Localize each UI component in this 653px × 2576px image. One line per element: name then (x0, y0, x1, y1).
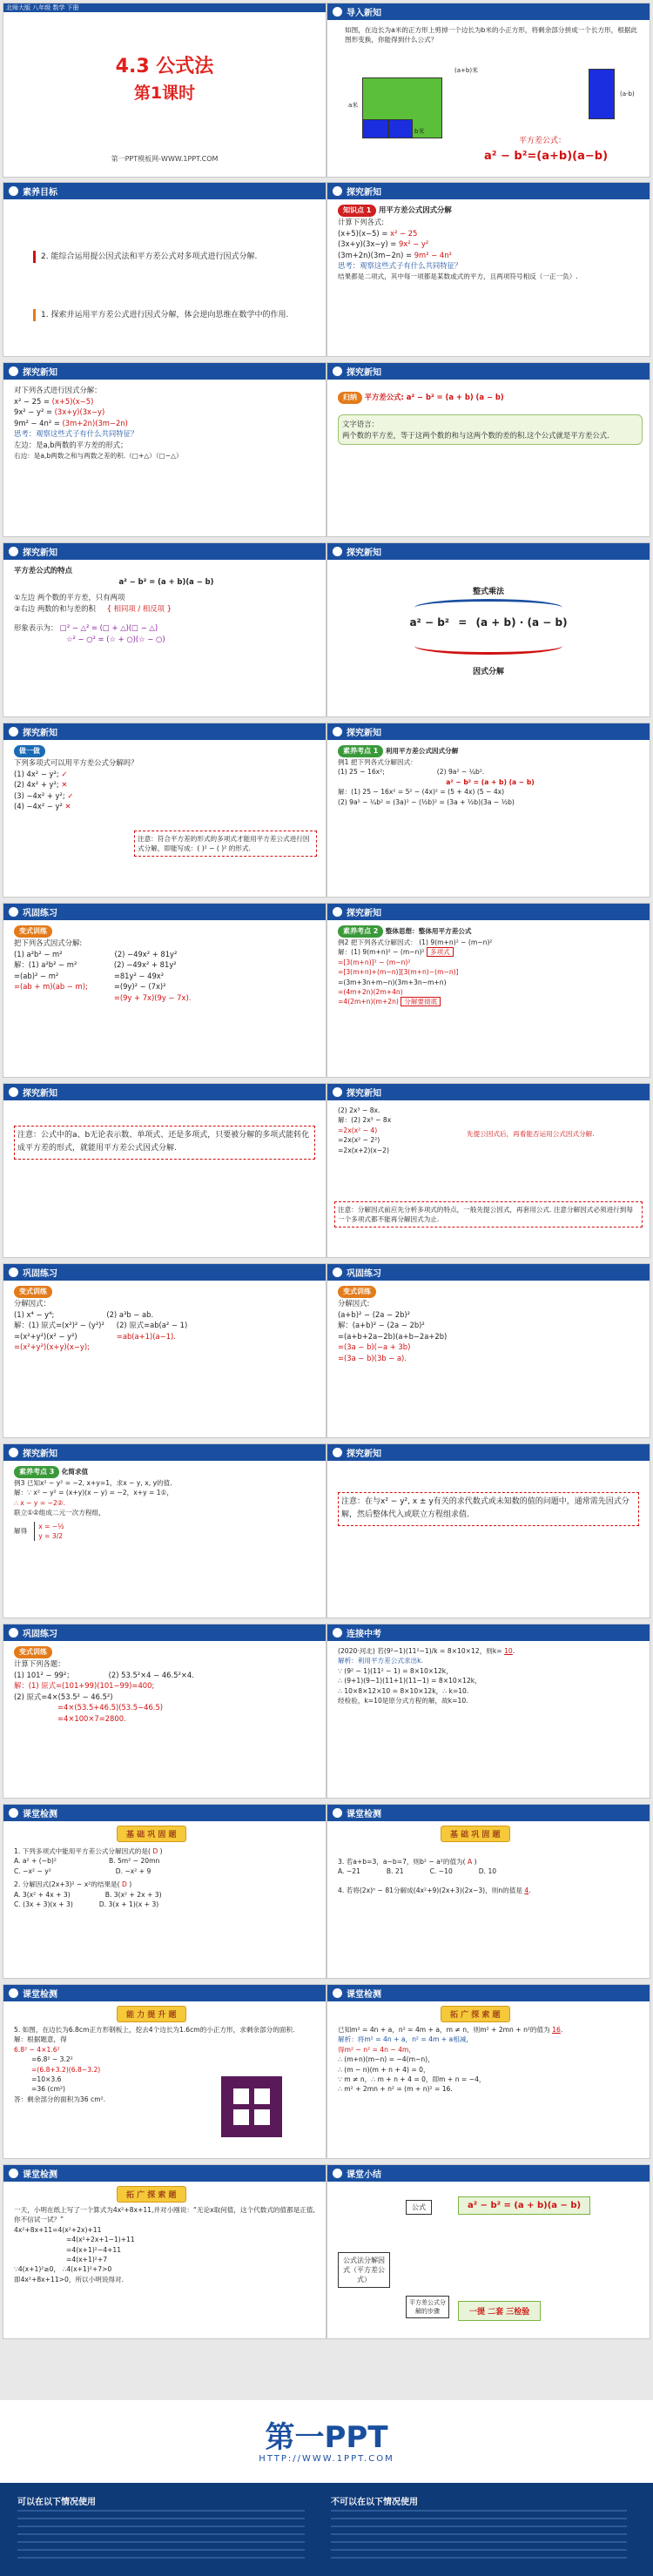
label-a: a米 (348, 102, 359, 109)
step-1: ∵ (9² − 1)(11² − 1) = 8×10×12k， (338, 1666, 453, 1675)
solution-1: 解：(1) 原式=(101+99)(101−99)=400; (14, 1681, 155, 1691)
analysis: 解析：利用平方差公式求出k. (338, 1657, 423, 1665)
slide-header: 探究新知 (327, 183, 650, 199)
q3-end: ) (474, 1858, 477, 1866)
lesson-subtitle: 第1课时 (133, 84, 196, 103)
step-6: 即4x²+8x+11>0，所以小明说得对. (14, 2275, 125, 2283)
step-2: =[3(m+n)]² − (m−n)² (338, 958, 411, 966)
slide-9-trial (3, 723, 326, 898)
example-prompt: 例2 把下列各式分解因式： (1) 9(m+n)² − (m−n)² (338, 938, 493, 946)
header-icon (9, 186, 18, 196)
step-2: ∴ x − y = −2②. (14, 1498, 66, 1507)
expr-2: 9x² − y² = (14, 407, 52, 417)
usage-forbidden-title: 不可以在以下情况使用 (331, 2498, 418, 2507)
q2-end: ) (129, 1880, 132, 1889)
item-1: (1) 4x² − y²; (14, 769, 59, 778)
step-1: 解：∵ x² − y² = (x+y)(x − y) = −2，x+y = 1①， (14, 1489, 174, 1497)
step-4: =(3a − b)(3b − a). (338, 1354, 407, 1363)
question: 分解因式： (14, 1299, 50, 1308)
summary-steps: 一提 二套 三检验 (458, 2301, 541, 2321)
band-title: 基 础 巩 固 题 (117, 1826, 186, 1842)
band-title: 拓 广 探 索 题 (441, 2006, 510, 2022)
text-label: 文字语言： (342, 420, 379, 428)
step-2: ∴ (9+1)(9−1)(11+1)(11−1) = 8×10×12k， (338, 1677, 481, 1685)
question: (2) 2x³ − 8x. (338, 1106, 380, 1114)
slide-1-title (3, 3, 326, 178)
step-3: =4(x+1)²−4+11 (66, 2245, 122, 2254)
point-title: 化简求值 (61, 1468, 89, 1476)
item-4: (4) −4x² − y² (14, 802, 63, 811)
option-2a: A. 3(x² + 4x + 3) (14, 1890, 71, 1899)
slide-header: 探究新知 (3, 363, 326, 380)
item-3: (3) −4x² + y²; (14, 790, 65, 800)
same-term: 相同项 (113, 603, 136, 613)
slide-21-test (3, 1804, 326, 1979)
slide-8-relation (326, 542, 650, 717)
summary-root: 公式法分解因式（平方差公式） (338, 2252, 390, 2288)
question-3: 3. 若a+b=3，a−b=7，则b² − a²的值为( (338, 1858, 466, 1866)
answer: 16 (552, 2026, 561, 2034)
footer-banner (0, 2400, 653, 2576)
header-icon (333, 1268, 342, 1277)
step-2: =2x(x² − 4) (338, 1126, 378, 1134)
think-prompt: 思考：观察这些式子有什么共同特征？ (14, 429, 138, 439)
expr-2: (3x+y)(3x−y) = (338, 239, 397, 249)
step-5: =(4m+2n)(2m+4n) (338, 987, 403, 996)
problem-2: (2) 53.5²×4 − 46.5²×4. (108, 1670, 194, 1679)
header-icon (9, 1087, 18, 1097)
usage-forbidden-list (331, 2510, 627, 2562)
formula: 平方差公式: a² − b² = (a + b) (a − b) (364, 393, 504, 401)
expr-1: x² − 25 = (14, 396, 50, 406)
problem-1: (1) x⁴ − y⁴; (14, 1309, 55, 1319)
slide-6-summary (326, 362, 650, 537)
question: 5. 如图，在边长为6.8cm正方形钢板上，挖去4个边长为1.6cm的小正方形，求剩余部分的面积. (14, 2026, 295, 2034)
text-content: 两个数的平方差，等于这两个数的和与这两个数的差的积.这个公式就是平方差公式. (342, 430, 609, 440)
answer-3: (3m+2n)(3m−2n) (62, 418, 128, 427)
right-expr: (a + b) · (a − b) (475, 616, 568, 629)
left-expr: a² − b² (409, 616, 450, 629)
slide-18-note (326, 1443, 650, 1618)
rect-blue (589, 69, 615, 119)
band-title: 基 础 巩 固 题 (441, 1826, 510, 1842)
header-icon (333, 367, 342, 376)
option-3d: D. 10 (478, 1867, 497, 1876)
y-value: y = 3/2 (38, 1531, 64, 1540)
solution-intro: 解：根据题意，得 (14, 2035, 67, 2044)
solve-label: 解得 (14, 1527, 28, 1536)
option-2d: D. 3(x + 1)(x + 3) (98, 1900, 159, 1908)
slide-header: 探究新知 (327, 363, 650, 380)
option-3b: B. 21 (386, 1867, 404, 1876)
edition-badge: 北师大版 八年级 数学 下册 (6, 4, 79, 11)
q1-end: ) (159, 1847, 163, 1855)
step-4: =(3m+3n+m−n)(3m+3n−m+n) (338, 978, 447, 986)
answer-2: D (122, 1880, 127, 1889)
slide-19-practice (3, 1624, 326, 1799)
header-icon (9, 547, 18, 556)
header-icon (9, 2169, 18, 2178)
top-label: 整式乘法 (472, 588, 504, 596)
text-box (338, 414, 643, 445)
step-4: =2x(x+2)(x−2) (338, 1146, 389, 1154)
hint: 先提公因式后，再看能否运用公式因式分解. (467, 1130, 595, 1138)
slide-3-goals (3, 182, 326, 357)
question-2: 2. 分解因式(2x+3)² − x²的结果是( (14, 1880, 120, 1889)
slide-15-practice (3, 1263, 326, 1438)
solution-1-result: =(x²+y²)(x+y)(x−y); (14, 1342, 90, 1352)
step-3: =(3a − b)(−a + 3b) (338, 1342, 411, 1352)
slide-header: 探究新知 (327, 723, 650, 740)
solution-2: (2) 9a² − ¼b² = (3a)² − (½b)² = (3a + ½b)(3a − ½b) (338, 797, 515, 806)
slide-17-example (3, 1443, 326, 1618)
solution-1-step: =(x²+y²)(x² − y²) (14, 1331, 77, 1341)
step-3: =[3(m+n)+(m−n)][3(m+n)−(m−n)] (338, 968, 459, 977)
step-2: ∴ (m+n)(m−n) = −4(m−n)， (338, 2055, 434, 2064)
think-prompt: 思考：观察这些式子有什么共同特征？ (338, 261, 462, 271)
label-amb: (a-b) (620, 91, 635, 98)
point-title: 整体思想：整体用平方差公式 (385, 927, 472, 935)
option-3c: C. −10 (429, 1867, 453, 1876)
option-1a: A. a² + (−b)² (14, 1857, 57, 1866)
header-icon (9, 1988, 18, 1998)
solution-1: 解：(1) 原式=(x²)² − (y²)² (14, 1321, 104, 1330)
solution-2-result: =(9y + 7x)(9y − 7x). (113, 993, 192, 1003)
slide-header: 导入新知 (327, 3, 650, 20)
solution-2: (2) −49x² + 81y² (113, 960, 177, 970)
step-2: =(a+b+2a−2b)(a+b−2a+2b) (338, 1331, 448, 1341)
option-1c: C. −x² − y² (14, 1866, 51, 1875)
slide-header: 探究新知 (3, 723, 326, 740)
solution-2-step: =81y² − 49x² (113, 971, 165, 980)
cut-square-2 (388, 119, 413, 138)
formula: a² − b² = (a + b)(a − b) (118, 576, 214, 586)
step-1: 6.8² − 4×1.6² (14, 2045, 60, 2054)
step-5: ∵4(x+1)²≥0， ∴4(x+1)²+7>0 (14, 2265, 112, 2274)
mark-2: ✕ (61, 780, 68, 790)
point-badge: 素养考点 1 (338, 745, 383, 757)
slide-14-example (326, 1083, 650, 1258)
summary-formula: a² − b² = (a + b)(a − b) (458, 2196, 590, 2215)
header-icon (333, 1808, 342, 1818)
label-b: b米 (414, 128, 425, 135)
slide-26-summary (326, 2164, 650, 2339)
step-5: =36 (cm²) (31, 2085, 65, 2094)
header-icon (9, 1448, 18, 1457)
slide-header: 课堂检测 (327, 1985, 650, 2001)
arrow-top (414, 599, 562, 616)
slide-10-example (326, 723, 650, 898)
step-4: 经检验，k=10是原分式方程的解，故k=10. (338, 1696, 468, 1705)
header-icon (333, 1087, 342, 1097)
bottom-label: 因式分解 (472, 668, 504, 676)
formula: a² − b² = (a + b) (a − b) (446, 777, 535, 786)
question: (2020·河北) 若(9²−1)(11²−1)/k = 8×10×12，则k= (338, 1647, 502, 1655)
answer-1: (x+5)(x−5) (51, 396, 94, 406)
knowledge-point-badge: 知识点 1 (338, 205, 376, 217)
instruction: 计算下列各式: (338, 218, 385, 226)
note-polynomial: 多项式 (427, 947, 454, 957)
question: 把下列各式因式分解: (14, 938, 83, 947)
answer-2: 9x² − y² (398, 239, 429, 249)
question-1: 1. 下列多项式中能用平方差公式分解因式的是( (14, 1847, 151, 1855)
slide-header: 课堂检测 (327, 1805, 650, 1821)
slide-header: 巩固练习 (3, 1264, 326, 1281)
header-icon (9, 367, 18, 376)
step-3: =(6.8+3.2)(6.8−3.2) (31, 2065, 101, 2074)
slide-header: 探究新知 (3, 543, 326, 560)
slide-header: 探究新知 (3, 1084, 326, 1100)
step-2: =4(x²+2x+1−1)+11 (66, 2236, 135, 2244)
slide-20-exam: 连接中考 (2020·河北) 若(9²−1)(11²−1)/k = 8×10×12，则k= 10. 解析：利用平方差公式求出k. ∵ (9² − 1)(11² − 1) = 8×10×12k， ∴ (9+1)(9−1)(11+1)(11−1) = 8×10×12k， ∴ 10×8×12×10 = 8×10×12k，∴ k=10. 经检验，k=10是原分式方程的解，故k=10. (326, 1624, 650, 1799)
brand-logo: 第一PPT (265, 2420, 388, 2455)
left-side-note: 左边：是a,b两数的平方差的形式； (14, 441, 128, 450)
option-3a: A. −21 (338, 1867, 360, 1876)
usage-allowed-list (17, 2510, 305, 2562)
expr-3: (3m+2n)(3m−2n) = (338, 250, 413, 259)
equals: = (458, 616, 468, 629)
band-title: 能 力 提 升 题 (117, 2006, 186, 2022)
step-3: 联立①②组成二元一次方程组， (14, 1509, 105, 1517)
mark-1: ✓ (61, 769, 68, 778)
slide-5-explore (3, 362, 326, 537)
problem-2: (2) a³b − ab. (106, 1309, 154, 1319)
question-4: 4. 若将(2x)ⁿ − 81分解成(4x²+9)(2x+3)(2x−3)，则n的值是 (338, 1886, 522, 1894)
step-1: 解：(1) 9(m+n)² − (m−n)² (338, 948, 425, 957)
question: 计算下列各题： (14, 1659, 65, 1668)
header-icon (333, 1448, 342, 1457)
analysis: 解析：将m² = 4n + a，n² = 4m + a相减， (338, 2035, 473, 2044)
slide-header: 巩固练习 (327, 1264, 650, 1281)
option-1b: B. 5m² − 20mn (108, 1857, 160, 1866)
example-prompt: 例1 把下列各式分解因式： (338, 758, 417, 766)
summary-node-steps: 平方差公式分解的步骤 (406, 2296, 449, 2318)
shape-formula-1: □² − △² = (□ + △)(□ − △) (59, 623, 158, 633)
expr-3: 9m² − 4n² = (14, 418, 60, 427)
answer-3: 9m² − 4n² (414, 250, 452, 259)
summary-tag: 归纳 (338, 392, 362, 404)
step-1: 解：(a+b)² − (2a − 2b)² (338, 1321, 425, 1330)
slide-header: 课堂检测 (3, 1985, 326, 2001)
slide-4-explore (326, 182, 650, 357)
solution-1: 解：(1) 25 − 16x² = 5² − (4x)² = (5 + 4x) (5 − 4x) (338, 788, 505, 797)
slide-header: 探究新知 (3, 1444, 326, 1461)
note-box: 注意：在与x² − y², x ± y有关的求代数式或未知数的值的问题中，通常需先因式分解，然后整体代入或联立方程组求值. (338, 1492, 639, 1526)
slide-header: 巩固练习 (3, 904, 326, 920)
option-2c: C. (3x + 3)(x + 3) (14, 1900, 73, 1908)
slide-header: 探究新知 (327, 543, 650, 560)
slide-11-practice (3, 903, 326, 1078)
header-icon (9, 907, 18, 917)
slide-13-note (3, 1083, 326, 1258)
solution-1-result: =(ab + m)(ab − m); (14, 982, 88, 992)
example-prompt: 例3 已知x² − y² = −2, x+y=1，求x − y, x, y的值. (14, 1479, 172, 1487)
header-icon (333, 2169, 342, 2178)
goal-2: 2. 能综合运用提公因式法和平方差公式对多项式进行因式分解. (33, 251, 300, 263)
header-icon (9, 1268, 18, 1277)
header-icon (333, 907, 342, 917)
answer-1: x² − 25 (390, 228, 418, 238)
right-side-note: 右边：是a,b两数之和与两数之差的积.（□+△）（□−△） (14, 451, 183, 460)
usage-allowed-title: 可以在以下情况使用 (17, 2498, 96, 2507)
header-icon (333, 727, 342, 736)
problem: (a+b)² − (2a − 2b)² (338, 1309, 411, 1319)
solution-2-step: =4×(53.5+46.5)(53.5−46.5) (57, 1703, 164, 1712)
question: 一天，小明在纸上写了一个算式为4x²+8x+11,并对小刚说：“无论x取何值，这个代数式的值都是正值,你不信试一试？” (14, 2206, 315, 2224)
answer: 10 (504, 1647, 513, 1655)
mark-4: ✕ (64, 802, 71, 811)
step-3: ∴ 10×8×12×10 = 8×10×12k，∴ k=10. (338, 1686, 469, 1695)
question: 已知m² = 4n + a，n² = 4m + a，m ≠ n，则m² + 2mn + n²的值为 (338, 2026, 550, 2034)
try-tag: 做一做 (14, 745, 45, 757)
summary-node-formula: 公式 (406, 2200, 432, 2215)
slide-header: 巩固练习 (3, 1624, 326, 1641)
option-2b: B. 3(x² + 2x + 3) (104, 1890, 162, 1899)
shape-formula-2: ☆² − ○² = (☆ + ○)(☆ − ○) (66, 635, 165, 644)
solution-2-result: =ab(a+1)(a−1). (116, 1331, 176, 1341)
slide-24-test: 课堂检测 拓 广 探 索 题 已知m² = 4n + a，n² = 4m + a，m ≠ n，则m² + 2mn + n²的值为 16. 解析：将m² = 4n + a，n² = 4m + a相减， 得m² − n² = 4n − 4m， ∴ (m+n)(m−n) = −4(m−n)， ∴ (m − n)(m + n + 4) = 0， ∵ m ≠ n，∴ m + n + 4 = 0，即m + n = −4， ∴ m² + 2mn + n² = (m + n)² = 16. (326, 1984, 650, 2159)
header-icon (333, 1988, 342, 1998)
goal-1: 1. 探索并运用平方差公式进行因式分解，体会逆向思维在数学中的作用. (33, 309, 300, 321)
label-ab: (a+b)米 (454, 67, 479, 74)
slide-25-test (3, 2164, 326, 2339)
variant-tag: 变式训练 (14, 925, 52, 938)
problem-1: (1) a²b² − m² (14, 949, 63, 958)
header-icon (9, 727, 18, 736)
note-box: 注意：符合平方差的形式的多项式才能用平方差公式进行因式分解，即能写成：( )² − ( )² 的形式. (134, 831, 317, 857)
expr-1: (x+5)(x−5) = (338, 228, 388, 238)
lesson-title: 4.3 公式法 (115, 56, 214, 77)
answer-formula: a² − b²=(a+b)(a−b) (484, 150, 609, 163)
cut-square (362, 119, 388, 138)
variant-tag: 变式训练 (338, 1286, 376, 1298)
step-4: ∵ m ≠ n，∴ m + n + 4 = 0，即m + n = −4， (338, 2075, 486, 2083)
header-icon (9, 1808, 18, 1818)
variant-tag: 变式训练 (14, 1286, 52, 1298)
step-1: 解：(2) 2x³ − 8x (338, 1116, 392, 1125)
step-1: 得m² − n² = 4n − 4m， (338, 2045, 415, 2054)
slide-header: 课堂小结 (327, 2165, 650, 2182)
note-box: 注意：公式中的a、b无论表示数、单项式、还是多项式，只要被分解的多项式能转化成平方差的形式，就能用平方差公式因式分解. (14, 1126, 315, 1160)
shape-label: 形象表示为： (14, 623, 58, 633)
slide-header: 探究新知 (327, 1084, 650, 1100)
header-icon (333, 1628, 342, 1638)
feature-right: ②右边 两数的和与差的积 (14, 603, 96, 613)
subtitle: 平方差公式的特点 (14, 566, 72, 575)
point-badge: 素养考点 3 (14, 1466, 59, 1478)
point-title: 利用平方差公式因式分解 (385, 747, 459, 755)
slide-12-example (326, 903, 650, 1078)
slide-16-practice (326, 1263, 650, 1438)
slide-header: 课堂检测 (3, 2165, 326, 2182)
feature-left: ①左边 两个数的平方差，只有两项 (14, 593, 125, 602)
problem-1: (1) 101² − 99²； (14, 1670, 74, 1679)
slide-2-intro (326, 3, 650, 178)
note-box: 注意：分解因式前应先分析多项式的特点，一般先提公因式，再套用公式. 注意分解因式必须进行到每一个多项式都不能再分解因式为止. (334, 1201, 643, 1227)
problem-2: (2) −49x² + 81y² (114, 949, 178, 958)
step-4: =10×3.6 (31, 2075, 62, 2083)
question-2: (2) 9a² − ¼b². (436, 768, 485, 777)
opposite-term: 相反项 (142, 603, 165, 613)
solution-1-step: =(ab)² − m² (14, 971, 59, 980)
slide-22-test: 课堂检测 基 础 巩 固 题 3. 若a+b=3，a−b=7，则b² − a²的值为( A ) A. −21 B. 21 C. −10 D. 10 4. 若将(2x)ⁿ − 81分解成(4x²+9)(2x+3)(2x−3)，则n的值是 4. (326, 1804, 650, 1979)
variant-tag: 变式训练 (14, 1646, 52, 1658)
slide-header: 连接中考 (327, 1624, 650, 1641)
point-badge: 素养考点 2 (338, 925, 383, 938)
steel-plate-figure (221, 2076, 282, 2137)
note-thorough: 分解要彻底 (401, 997, 441, 1006)
header-icon (333, 7, 342, 17)
answer-3: A (468, 1858, 473, 1866)
mark-3: ✓ (67, 790, 74, 800)
step-4: =4(x+1)²+7 (66, 2255, 108, 2263)
step-3: =2x(x² − 2²) (338, 1136, 380, 1145)
brand-url[interactable]: HTTP://WWW.1PPT.COM (259, 2454, 394, 2464)
solution-1: 解：(1) a²b² − m² (14, 960, 77, 970)
answer-2: (3x+y)(3x−y) (54, 407, 105, 417)
header-icon (9, 1628, 18, 1638)
slide-header: 探究新知 (327, 904, 650, 920)
x-value: x = −½ (38, 1522, 64, 1530)
conclusion: 结果都是二项式，其中每一项都是某数或式的平方，且两项符号相反（一正一负）. (338, 272, 578, 281)
slide-7-features: 探究新知 平方差公式的特点 a² − b² = (a + b)(a − b) ①左边 两个数的平方差，只有两项 ②右边 两数的和与差的积 { 相同项 / 相反项 } 形象表示为： □² − △² = (□ + △)(□ − △) ☆² − ○² = (☆ + ○)(☆ − ○) (3, 542, 326, 717)
step-5: ∴ m² + 2mn + n² = (m + n)² = 16. (338, 2085, 453, 2094)
solution-2: (2) 原式=4×(53.5² − 46.5²) (14, 1692, 113, 1701)
step-3: ∴ (m − n)(m + n + 4) = 0， (338, 2065, 430, 2074)
step-6: =4(2m+n)(m+2n) (338, 998, 399, 1006)
band-title: 拓 广 探 索 题 (117, 2186, 186, 2203)
arrow-bottom (414, 637, 562, 655)
header-icon (333, 547, 342, 556)
slide-header: 素养目标 (3, 183, 326, 199)
step-2: =6.8² − 3.2² (31, 2055, 73, 2064)
step-1: 4x²+8x+11=4(x²+2x)+11 (14, 2225, 102, 2234)
slide-header: 课堂检测 (3, 1805, 326, 1821)
header-icon (333, 186, 342, 196)
question-text: 如图，在边长为a米的正方形上剪掉一个边长为b米的小正方形，将剩余部分拼成一个长方形，根据此图形变换，你能得到什么公式？ (345, 26, 637, 44)
solution-2: (2) 原式=ab(a² − 1) (116, 1321, 188, 1330)
item-2: (2) 4x² + y²; (14, 780, 59, 790)
knowledge-point-title: 用平方差公式因式分解 (379, 205, 452, 214)
answer-4: 4 (524, 1886, 529, 1894)
slide-23-test (3, 1984, 326, 2159)
question-1: (1) 25 − 16x²; (338, 768, 385, 777)
answer-label: 平方差公式： (519, 137, 567, 145)
site-link[interactable]: 第一PPT模板网-WWW.1PPT.COM (111, 155, 219, 163)
option-1d: D. −x² + 9 (115, 1866, 151, 1875)
answer: 答：剩余部分的面积为36 cm². (14, 2095, 106, 2103)
solution-2-result: =4×100×7=2800. (57, 1714, 126, 1724)
question: 下列多项式可以用平方差公式分解吗？ (14, 758, 138, 767)
answer-1: D (152, 1847, 158, 1855)
question: 分解因式: (338, 1299, 370, 1308)
instruction: 对下列各式进行因式分解： (14, 386, 102, 394)
solution-2-step-2: =(9y)² − (7x)² (113, 982, 166, 992)
slide-header: 探究新知 (327, 1444, 650, 1461)
